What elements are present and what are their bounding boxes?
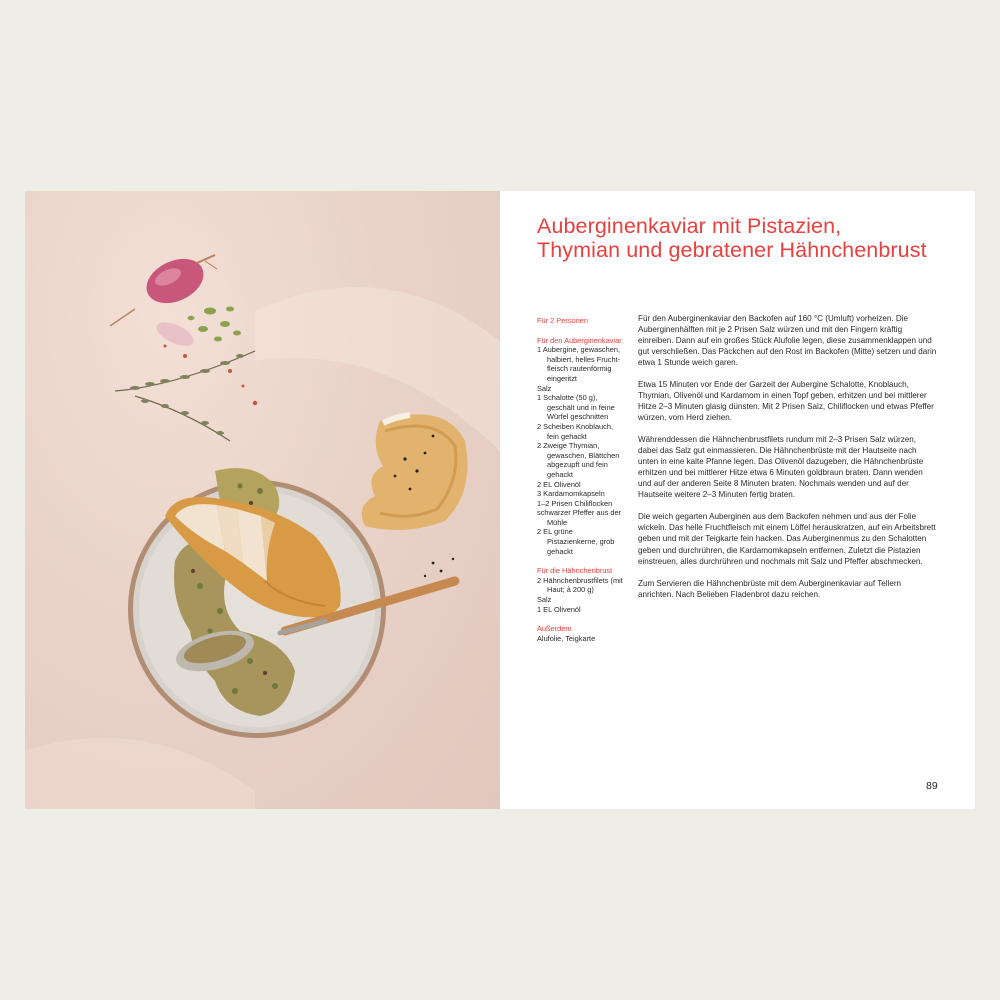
ingredient-item: 2 Hähnchenbrustfilets (mit Haut; à 200 g) <box>537 575 623 595</box>
recipe-title-line-2: Thymian und gebratener Hähnchenbrust <box>537 238 927 262</box>
method-paragraph: Zum Servieren die Hähnchenbrüste mit dem Auberginenkaviar auf Tellern anrichten. Nach Belieben Fladenbrot dazu reichen. <box>638 578 902 599</box>
section-heading-chicken: Für die Hähnchenbrust <box>537 566 613 576</box>
recipe-title <box>537 214 957 262</box>
page-number: 89 <box>926 780 938 792</box>
flatbread-image <box>362 414 468 530</box>
ingredient-item: Salz <box>537 383 552 393</box>
garlic-image <box>153 317 197 350</box>
recipe-title-line-1: Auberginenkaviar mit Pistazien, <box>537 214 842 238</box>
section-heading-aubergine: Für den Auberginenkaviar <box>537 335 622 345</box>
thyme-image <box>115 351 255 441</box>
method-column <box>638 313 938 610</box>
ingredient-item: 1 EL Olivenöl <box>537 604 581 614</box>
book-spread <box>25 191 975 809</box>
ingredients-column <box>537 316 625 643</box>
ingredient-item: 1 Schalotte (50 g), geschält und in feine Würfel geschnitten <box>537 393 615 422</box>
section-heading-extra: Außerdem <box>537 624 572 634</box>
food-photo <box>25 191 500 809</box>
pistachio-scatter <box>188 307 242 342</box>
ingredient-item: 1 Aubergine, gewaschen, halbiert, helles Fruchtfleisch rautenförmig eingeritzt <box>537 345 621 383</box>
shallot-image <box>110 250 217 326</box>
ingredient-item: 1–2 Prisen Chiliflocken <box>537 498 613 508</box>
ingredient-item: 2 EL grüne Pistazienkerne, grob gehackt <box>537 527 615 556</box>
method-paragraph: Für den Auberginenkaviar den Backofen auf 160 °C (Umluft) vorheizen. Die Auberginenhälften mit je 2 Prisen Salz würzen und mit den Fingern kräftig einreiben. Dann auf ein großes Stück Alufolie legen, diese zusammenklappen und gut verschließen. Das Päckchen auf den Rost im Backofen (Mitte) setzen und darin etwa 1 Stunde weich garen. <box>638 314 937 368</box>
ingredient-item: schwarzer Pfeffer aus der Mühle <box>537 508 622 527</box>
ingredient-item: 2 Zweige Thymian, gewaschen, Blättchen abgezupft und fein gehackt <box>537 441 620 479</box>
ingredient-item: Salz <box>537 595 552 605</box>
recipe-page <box>500 191 975 809</box>
ingredient-item: 2 Scheiben Knoblauch, fein gehackt <box>537 421 614 441</box>
servings-label: Für 2 Personen <box>537 316 588 325</box>
method-paragraph: Währenddessen die Hähnchenbrustfilets rundum mit 2–3 Prisen Salz würzen, dabei das Salz gut einmassieren. Die Hähnchenbrüste mit der Hautseite nach unten in eine kalte Pfanne legen. Das Olivenöl dazugeben, die Hähnchenbrüste erhitzen und bei mittlerer Hitze etwa 6 Minuten goldbraun braten. Dann wenden und auf der anderen Seite 8 Minuten braten. Nochmals wenden und auf der Hautseite weitere 2–3 Minuten fertig braten. <box>638 435 924 500</box>
method-paragraph: Die weich gegarten Auberginen aus dem Backofen nehmen und aus der Folie wickeln. Das helle Fruchtfleisch mit einem Löffel herauskratzen, auf ein Arbeitsbrett geben und mit der Teigkarte fein hacken. Das Auberginenmus zu den Schalotten geben und durchrühren, die Kardamomkapseln entfernen. Zuletzt die Pistazien einstreuen, alles durchrühren und nochmals mit Salz und Pfeffer abschmecken. <box>638 512 936 566</box>
ingredient-item: 2 EL Olivenöl <box>537 479 581 489</box>
method-paragraph: Etwa 15 Minuten vor Ende der Garzeit der Aubergine Schalotte, Knoblauch, Thymian, Olivenöl und Kardamom in einen Topf geben, erhitzen und bei mittlerer Hitze 2–3 Minuten glasig dünsten. Mit 2 Prisen Salz, Chiliflocken und etwas Pfeffer würzen, vom Herd ziehen. <box>638 380 934 423</box>
ingredient-item: 3 Kardamomkapseln <box>537 489 605 499</box>
ingredient-item: Alufolie, Teigkarte <box>537 633 596 643</box>
food-illustration <box>25 191 500 809</box>
